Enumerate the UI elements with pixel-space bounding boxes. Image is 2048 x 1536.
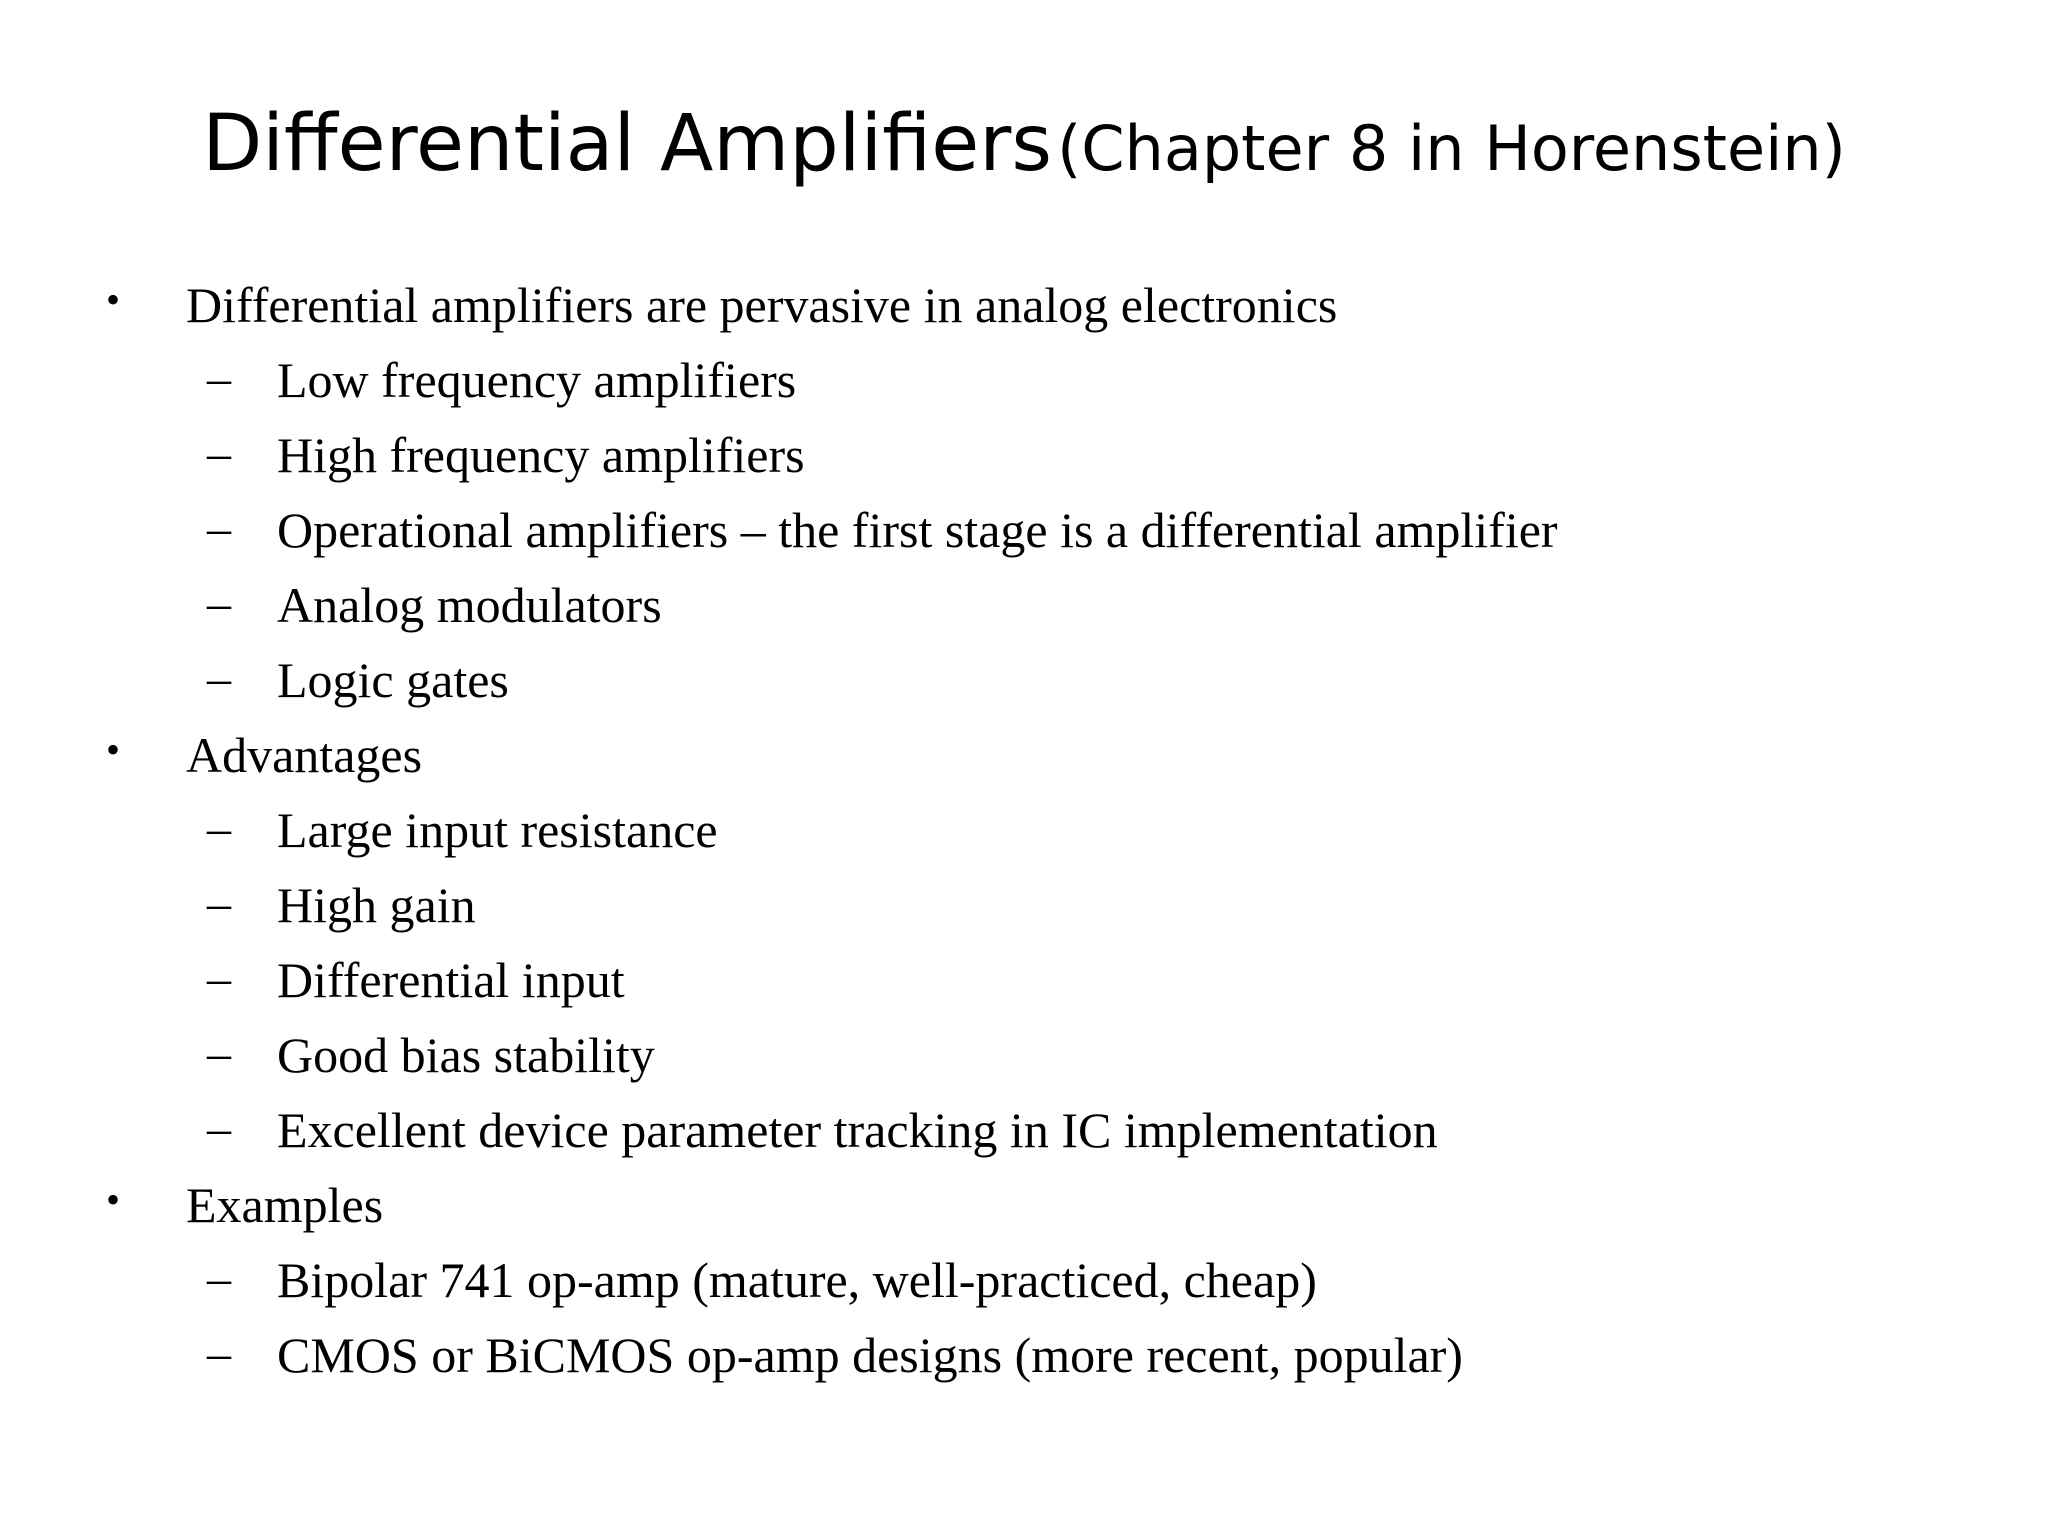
dash-marker: – <box>207 352 231 405</box>
sub-bullet-item <box>0 943 2048 1018</box>
bullet-marker: • <box>106 277 121 322</box>
slide-title <box>0 100 2048 190</box>
dash-marker: – <box>207 1027 231 1080</box>
bullet-marker: • <box>106 1177 121 1222</box>
sub-bullet-text: Good bias stability <box>277 1027 655 1083</box>
bullet-text: Differential amplifiers are pervasive in analog electronics <box>186 277 1338 333</box>
sub-bullet-text: High frequency amplifiers <box>277 427 805 483</box>
title-subtitle: (Chapter 8 in Horenstein) <box>1057 112 1846 185</box>
sub-bullet-text: Logic gates <box>277 652 509 708</box>
bullet-item <box>0 268 2048 343</box>
dash-marker: – <box>207 577 231 630</box>
dash-marker: – <box>207 427 231 480</box>
sub-bullet-item <box>0 643 2048 718</box>
sub-bullet-text: Differential input <box>277 952 625 1008</box>
sub-bullet-item <box>0 1318 2048 1393</box>
sub-bullet-text: Operational amplifiers – the first stage is a differential amplifier <box>277 502 1558 558</box>
sub-bullet-text: Excellent device parameter tracking in IC implementation <box>277 1102 1438 1158</box>
sub-bullet-item <box>0 793 2048 868</box>
sub-bullet-text: Large input resistance <box>277 802 718 858</box>
dash-marker: – <box>207 1252 231 1305</box>
sub-bullet-item <box>0 1243 2048 1318</box>
sub-bullet-item <box>0 1093 2048 1168</box>
dash-marker: – <box>207 652 231 705</box>
sub-bullet-text: Bipolar 741 op-amp (mature, well-practiced, cheap) <box>277 1252 1317 1308</box>
sub-bullet-text: Analog modulators <box>277 577 662 633</box>
bullet-marker: • <box>106 727 121 772</box>
dash-marker: – <box>207 1102 231 1155</box>
bullet-text: Examples <box>186 1177 384 1233</box>
dash-marker: – <box>207 952 231 1005</box>
dash-marker: – <box>207 502 231 555</box>
sub-bullet-text: Low frequency amplifiers <box>277 352 797 408</box>
sub-bullet-item <box>0 493 2048 568</box>
sub-bullet-text: CMOS or BiCMOS op-amp designs (more recent, popular) <box>277 1327 1463 1383</box>
sub-bullet-item <box>0 868 2048 943</box>
bullet-item <box>0 1168 2048 1243</box>
sub-bullet-item <box>0 418 2048 493</box>
dash-marker: – <box>207 802 231 855</box>
bullet-list <box>0 268 2048 1393</box>
sub-bullet-item <box>0 1018 2048 1093</box>
sub-bullet-text: High gain <box>277 877 476 933</box>
title-main: Differential Amplifiers <box>202 99 1052 189</box>
sub-bullet-item <box>0 343 2048 418</box>
bullet-item <box>0 718 2048 793</box>
bullet-text: Advantages <box>186 727 423 783</box>
dash-marker: – <box>207 1327 231 1380</box>
sub-bullet-item <box>0 568 2048 643</box>
dash-marker: – <box>207 877 231 930</box>
